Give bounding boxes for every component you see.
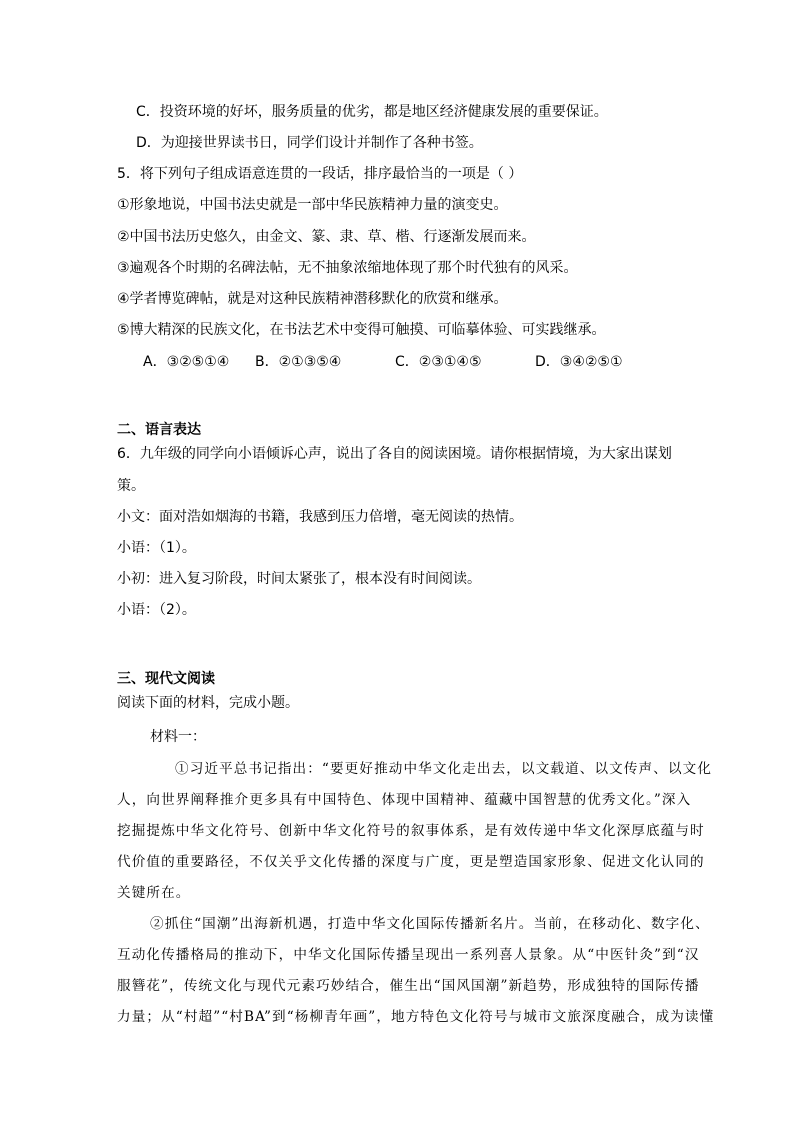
material-p1-line: 人，向世界阐释推介更多具有中国特色、体现中国精神、蕴藏中国智慧的优秀文化。”深入 xyxy=(117,792,692,808)
dialogue-xiaochu: 小初：进入复习阶段，时间太紧张了，根本没有时间阅读。 xyxy=(117,571,481,587)
section3-heading: 三、现代文阅读 xyxy=(117,671,215,687)
material-p2-line: 服簪花”，传统文化与现代元素巧妙结合，催生出“国风国潮”新趋势，形成独特的国际传播 xyxy=(117,978,700,994)
q5-option-b: B．②①③⑤④ xyxy=(255,354,342,370)
q5-option-a: A．③②⑤①④ xyxy=(143,354,230,370)
q5-options xyxy=(143,352,623,372)
material-p1-line: 代价值的重要路径，不仅关乎文化传播的深度与广度，更是塑造国家形象、促进文化认同的 xyxy=(117,854,705,870)
material-p2-line: 力量；从“村超”“村BA”到“杨柳青年画”，地方特色文化符号与城市文旅深度融合，成为读懂 xyxy=(117,1009,715,1025)
q4-option-d: D．为迎接世界读书日，同学们设计并制作了各种书签。 xyxy=(136,135,483,151)
dialogue-xiaoyu-2: 小语：（2）。 xyxy=(117,602,196,618)
dialogue-xiaoyu-1: 小语：（1）。 xyxy=(117,540,196,556)
material-p1-line: ①习近平总书记指出：“要更好推动中华文化走出去，以文载道、以文传声、以文化 xyxy=(175,761,713,777)
dialogue-xiaowen: 小文：面对浩如烟海的书籍，我感到压力倍增，毫无阅读的热情。 xyxy=(117,509,523,525)
q5-sentence-1: ①形象地说，中国书法史就是一部中华民族精神力量的演变史。 xyxy=(117,197,508,213)
q4-option-c: C．投资环境的好坏，服务质量的优劣，都是地区经济健康发展的重要保证。 xyxy=(136,104,608,120)
section2-heading: 二、语言表达 xyxy=(117,422,201,438)
q5-option-c: C．②③①④⑤ xyxy=(395,354,482,370)
q5-sentence-4: ④学者博览碑帖，就是对这种民族精神潜移默化的欣赏和继承。 xyxy=(117,291,508,307)
material-p2-line: 互动化传播格局的推动下，中华文化国际传播呈现出一系列喜人景象。从“中医针灸”到“汉 xyxy=(117,947,700,963)
q5-sentence-5: ⑤博大精深的民族文化，在书法艺术中变得可触摸、可临摹体验、可实践继承。 xyxy=(117,322,606,338)
q5-option-d: D．③④②⑤① xyxy=(535,354,623,370)
material-p1-line: 关键所在。 xyxy=(117,885,191,901)
material-p1-line: 挖掘提炼中华文化符号、创新中华文化符号的叙事体系，是有效传递中华文化深厚底蕴与时 xyxy=(117,823,705,839)
q5-sentence-3: ③遍观各个时期的名碑法帖，无不抽象浓缩地体现了那个时代独有的风采。 xyxy=(117,260,578,276)
material-p2-line: ②抓住“国潮”出海新机遇，打造中华文化国际传播新名片。当前，在移动化、数字化、 xyxy=(150,916,710,932)
q5-sentence-2: ②中国书法历史悠久，由金文、篆、隶、草、楷、行逐渐发展而来。 xyxy=(117,229,536,245)
q6-stem-line2: 策。 xyxy=(117,478,145,494)
section3-instruction: 阅读下面的材料，完成小题。 xyxy=(117,695,299,711)
q6-stem-line1: 6．九年级的同学向小语倾诉心声，说出了各自的阅读困境。请你根据情境，为大家出谋划 xyxy=(117,446,672,462)
material-label: 材料一： xyxy=(150,729,206,745)
q5-stem: 5．将下列句子组成语意连贯的一段话，排序最恰当的一项是（ ） xyxy=(117,166,523,182)
